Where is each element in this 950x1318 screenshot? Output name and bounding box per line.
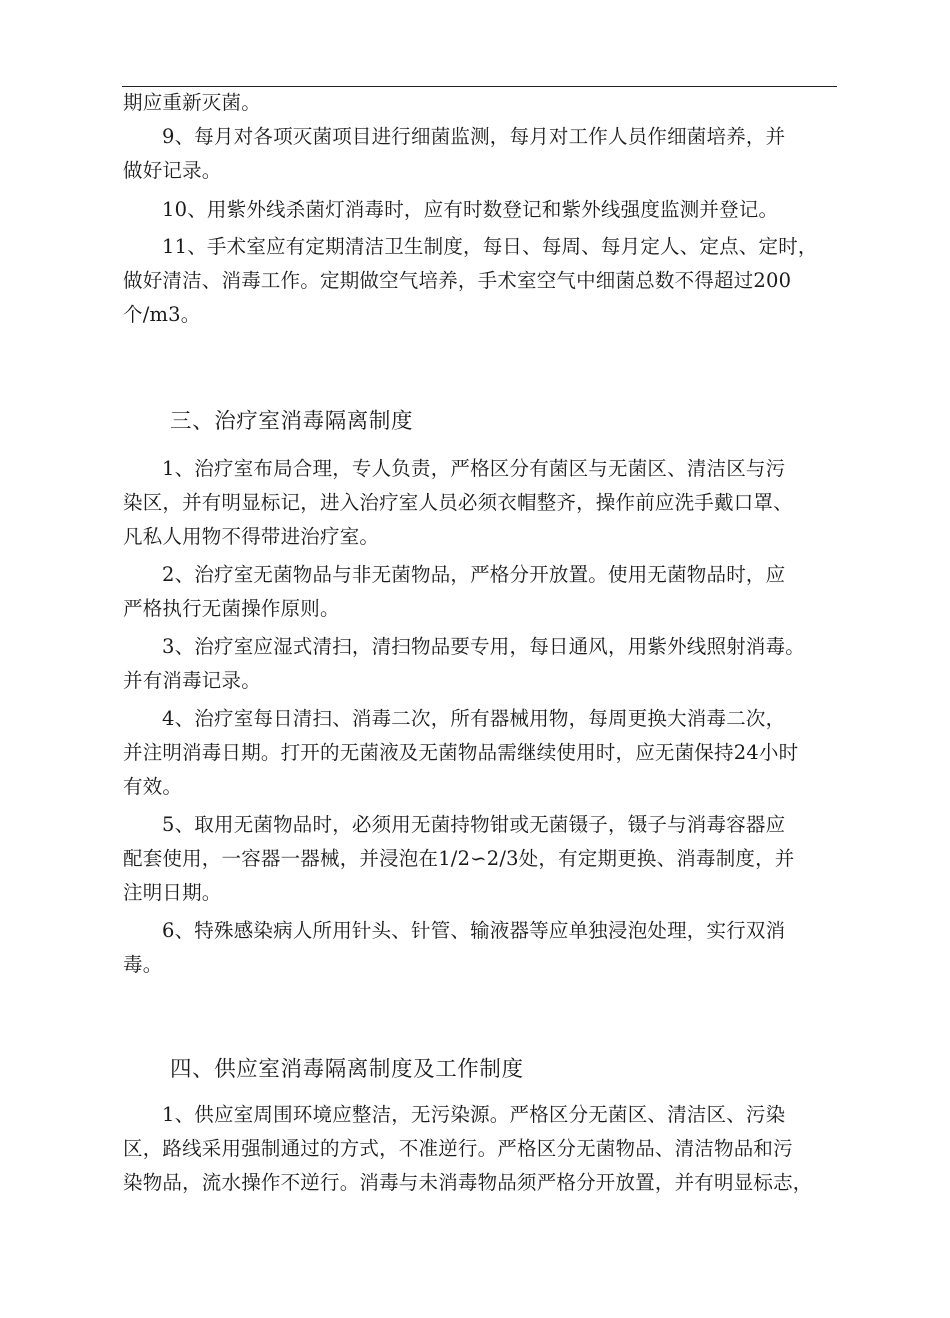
text-line: 11、手术室应有定期清洁卫生制度，每日、每周、每月定人、定点、定时， bbox=[162, 235, 818, 258]
text-line: 严格执行无菌操作原则。 bbox=[123, 597, 340, 620]
text-line: 并有消毒记录。 bbox=[123, 669, 261, 692]
text-line: 3、治疗室应湿式清扫，清扫物品要专用，每日通风，用紫外线照射消毒。 bbox=[162, 635, 806, 658]
text-line: 2、治疗室无菌物品与非无菌物品，严格分开放置。使用无菌物品时，应 bbox=[162, 563, 786, 586]
text-line: 1、治疗室布局合理，专人负责，严格区分有菌区与无菌区、清洁区与污 bbox=[162, 457, 786, 480]
text-line: 注明日期。 bbox=[123, 881, 222, 904]
section-heading: 三、治疗室消毒隔离制度 bbox=[170, 409, 414, 434]
text-line: 毒。 bbox=[123, 953, 163, 976]
text-line: 6、特殊感染病人所用针头、针管、输液器等应单独浸泡处理，实行双消 bbox=[162, 919, 786, 942]
text-line: 9、每月对各项灭菌项目进行细菌监测，每月对工作人员作细菌培养，并 bbox=[162, 125, 786, 148]
text-line: 染区，并有明显标记，进入治疗室人员必须衣帽整齐，操作前应洗手戴口罩、 bbox=[123, 491, 793, 514]
text-line: 10、用紫外线杀菌灯消毒时，应有时数登记和紫外线强度监测并登记。 bbox=[162, 198, 779, 221]
header-rule bbox=[122, 86, 837, 87]
text-line: 有效。 bbox=[123, 775, 183, 798]
text-line: 染物品，流水操作不逆行。消毒与未消毒物品须严格分开放置，并有明显标志， bbox=[123, 1171, 813, 1194]
text-line: 做好记录。 bbox=[123, 159, 222, 182]
text-line: 并注明消毒日期。打开的无菌液及无菌物品需继续使用时，应无菌保持24小时 bbox=[123, 741, 799, 764]
text-line: 个/m3。 bbox=[123, 303, 201, 326]
section-heading: 四、供应室消毒隔离制度及工作制度 bbox=[170, 1057, 524, 1082]
text-line: 4、治疗室每日清扫、消毒二次，所有器械用物，每周更换大消毒二次， bbox=[162, 707, 786, 730]
text-line: 凡私人用物不得带进治疗室。 bbox=[123, 525, 380, 548]
text-line: 1、供应室周围环境应整洁，无污染源。严格区分无菌区、清洁区、污染 bbox=[162, 1103, 786, 1126]
text-line: 做好清洁、消毒工作。定期做空气培养，手术室空气中细菌总数不得超过200 bbox=[123, 269, 792, 292]
text-line: 期应重新灭菌。 bbox=[123, 91, 261, 114]
text-line: 区，路线采用强制通过的方式，不准逆行。严格区分无菌物品、清洁物品和污 bbox=[123, 1137, 793, 1160]
text-line: 5、取用无菌物品时，必须用无菌持物钳或无菌镊子，镊子与消毒容器应 bbox=[162, 813, 786, 836]
text-line: 配套使用，一容器一器械，并浸泡在1/2∽2/3处，有定期更换、消毒制度，并 bbox=[123, 847, 795, 870]
